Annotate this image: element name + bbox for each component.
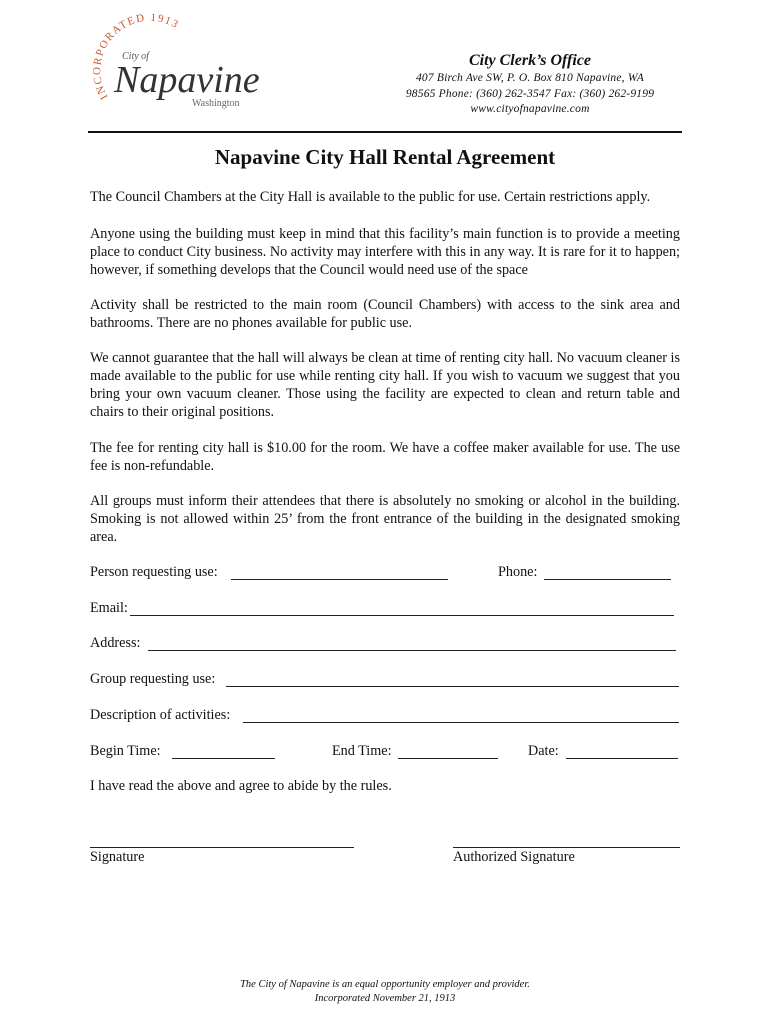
date-label: Date: [528, 743, 559, 759]
agreement-statement: I have read the above and agree to abide by the rules. [90, 778, 392, 794]
email-field[interactable] [130, 615, 674, 616]
header-divider [88, 131, 682, 133]
footer-equal-opportunity: The City of Napavine is an equal opportunity employer and provider. [240, 979, 530, 990]
paragraph-fee: The fee for renting city hall is $10.00 for the room. We have a coffee maker available for use. The use fee is non-refundable. [90, 440, 680, 474]
paragraph-restrictions: Activity shall be restricted to the main room (Council Chambers) with access to the sink area and bathrooms. There are no phones available for public use. [90, 297, 680, 331]
office-title: City Clerk’s Office [468, 52, 592, 69]
description-field[interactable] [243, 722, 679, 723]
office-website[interactable]: www.cityofnapavine.com [470, 103, 590, 115]
paragraph-smoking: All groups must inform their attendees that there is absolutely no smoking or alcohol in the building. Smoking is not allowed within 25’ from the front entrance of the building in the designated smoking area. [90, 493, 680, 545]
logo-city-of: City of [122, 51, 149, 62]
end-time-label: End Time: [332, 743, 392, 759]
logo-state: Washington [192, 98, 240, 109]
end-time-field[interactable] [398, 758, 498, 759]
footer-incorporated: Incorporated November 21, 1913 [314, 993, 456, 1004]
description-label: Description of activities: [90, 707, 231, 723]
person-label: Person requesting use: [90, 564, 218, 580]
paragraph-cleaning: We cannot guarantee that the hall will always be clean at time of renting city hall. No vacuum cleaner is made available to the public for use while renting city hall. If you wish to vacuum we suggest that you bring your own vacuum cleaner. Those using the facility are expected to clean and return table and chairs to their original positions. [90, 350, 680, 420]
city-logo [91, 11, 290, 117]
person-field[interactable] [231, 579, 448, 580]
logo-arc-textpath: INCORPORATED 1913 [91, 11, 182, 102]
signature-label: Signature [90, 849, 145, 865]
date-field[interactable] [566, 758, 678, 759]
authorized-signature-label: Authorized Signature [453, 849, 575, 865]
group-field[interactable] [226, 686, 679, 687]
logo-name: Napavine [114, 59, 260, 101]
begin-time-field[interactable] [172, 758, 275, 759]
group-label: Group requesting use: [90, 671, 216, 687]
authorized-signature-line[interactable] [453, 847, 680, 848]
document-title: Napavine City Hall Rental Agreement [214, 145, 556, 169]
phone-label: Phone: [498, 564, 538, 580]
signature-line[interactable] [90, 847, 354, 848]
email-label: Email: [90, 600, 128, 616]
paragraph-usage: Anyone using the building must keep in mind that this facility’s main function is to provide a meeting place to conduct City business. No activity may interfere with this in any way. It is rare for it to happen; however, if something develops that the Council would need use of the space [90, 226, 680, 278]
logo-graphic [91, 11, 290, 117]
paragraph-intro: The Council Chambers at the City Hall is available to the public for use. Certain restrictions apply. [90, 189, 651, 205]
office-address-line2: 98565 Phone: (360) 262-3547 Fax: (360) 262-9199 [405, 88, 655, 100]
phone-field[interactable] [544, 579, 671, 580]
address-field[interactable] [148, 650, 676, 651]
office-address-line1: 407 Birch Ave SW, P. O. Box 810 Napavine, WA [415, 72, 645, 84]
address-label: Address: [90, 635, 141, 651]
begin-time-label: Begin Time: [90, 743, 161, 759]
